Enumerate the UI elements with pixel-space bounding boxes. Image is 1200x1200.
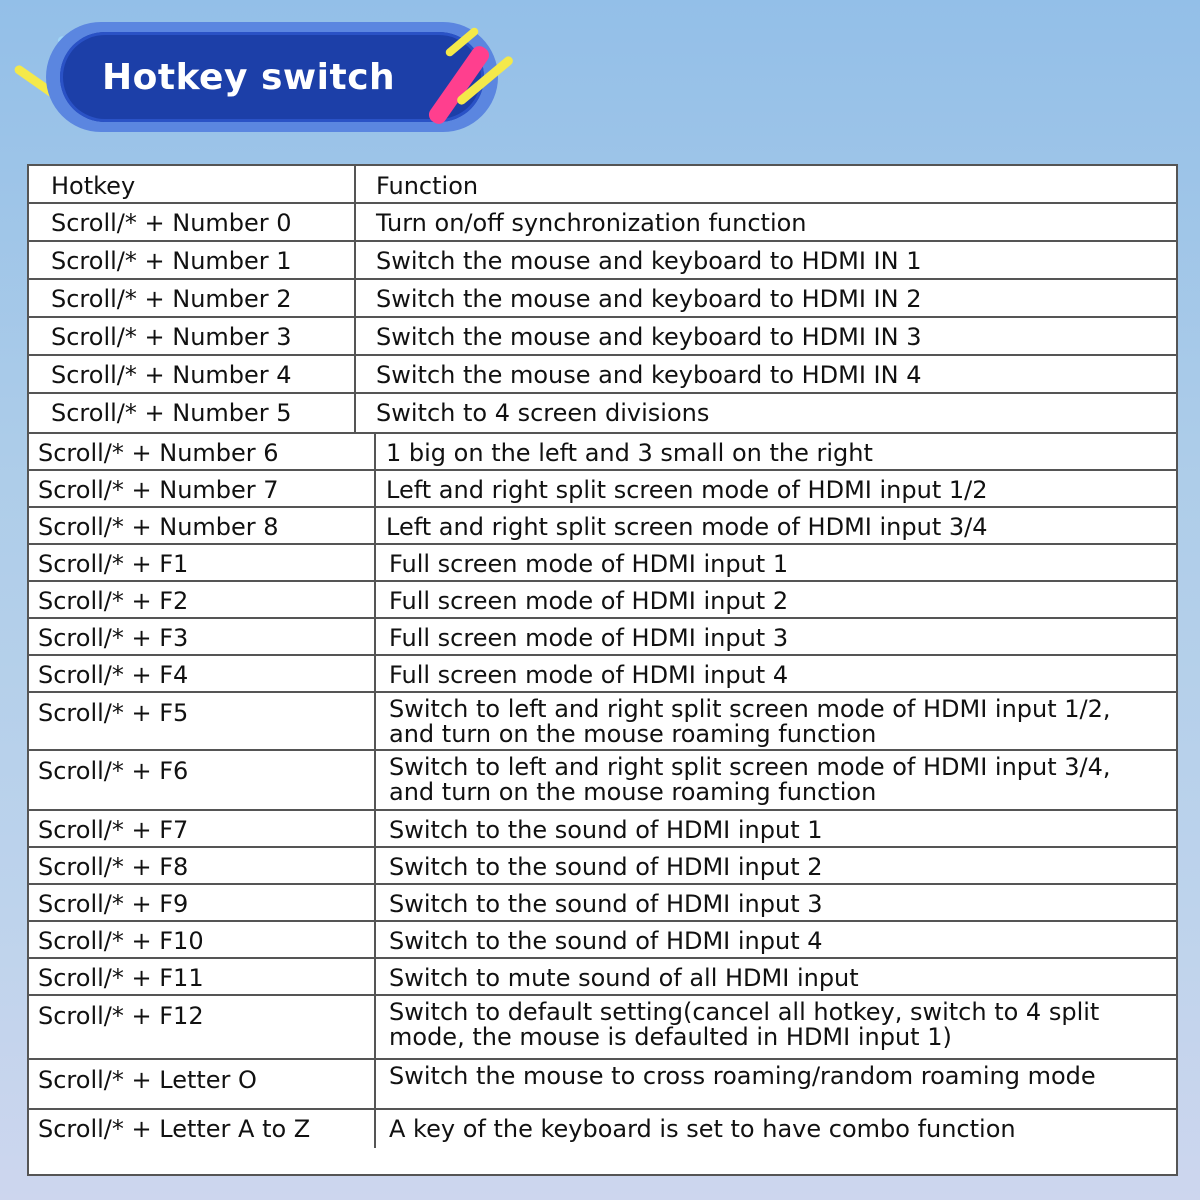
table-row [29, 545, 1176, 582]
hotkey-cell: Scroll/* + Number 6 [29, 434, 376, 469]
function-cell: Switch the mouse and keyboard to HDMI IN 4 [376, 361, 922, 389]
function-cell: Switch to the sound of HDMI input 4 [389, 927, 823, 955]
function-cell: Switch to the sound of HDMI input 2 [389, 853, 823, 881]
hotkey-cell: Scroll/* + Number 2 [29, 280, 356, 316]
hotkey-cell: Scroll/* + F1 [29, 545, 376, 580]
function-cell: Switch to default setting(cancel all hotkey, switch to 4 split mode, the mouse is defaulted in HDMI input 1) [389, 998, 1100, 1051]
function-cell: Full screen mode of HDMI input 4 [389, 661, 789, 689]
function-cell: Switch to 4 screen divisions [376, 399, 710, 427]
table-header-row [29, 166, 1176, 204]
hotkey-cell: Scroll/* + Number 1 [29, 242, 356, 278]
page-title: Hotkey switch [102, 57, 396, 98]
table-row [29, 204, 1176, 242]
function-cell: Switch to the sound of HDMI input 3 [389, 890, 823, 918]
table-row [29, 1110, 1176, 1148]
hotkey-cell: Scroll/* + F8 [29, 848, 376, 883]
table-row [29, 508, 1176, 545]
hotkey-cell: Scroll/* + F6 [29, 751, 376, 809]
hotkey-cell: Scroll/* + F7 [29, 811, 376, 846]
table-row [29, 959, 1176, 996]
function-cell: Switch the mouse and keyboard to HDMI IN 1 [376, 247, 922, 275]
hotkey-cell: Scroll/* + F9 [29, 885, 376, 920]
header-function: Function [376, 172, 479, 200]
table-row [29, 471, 1176, 508]
hotkey-cell: Scroll/* + Number 5 [29, 394, 356, 432]
hotkey-cell: Scroll/* + F10 [29, 922, 376, 957]
function-cell: Full screen mode of HDMI input 2 [389, 587, 789, 615]
table-row [29, 318, 1176, 356]
hotkey-table [27, 164, 1178, 1176]
hotkey-cell: Scroll/* + F2 [29, 582, 376, 617]
hotkey-cell: Scroll/* + F3 [29, 619, 376, 654]
hotkey-cell: Scroll/* + F5 [29, 693, 376, 749]
table-row [29, 434, 1176, 471]
function-cell: Turn on/off synchronization function [376, 209, 807, 237]
function-cell: Left and right split screen mode of HDMI input 1/2 [386, 476, 988, 504]
table-row [29, 811, 1176, 848]
function-cell: Switch the mouse and keyboard to HDMI IN 3 [376, 323, 922, 351]
function-cell: A key of the keyboard is set to have combo function [389, 1115, 1016, 1143]
header-hotkey: Hotkey [29, 166, 356, 202]
table-row [29, 1060, 1176, 1110]
table-row [29, 656, 1176, 693]
hotkey-cell: Scroll/* + F4 [29, 656, 376, 691]
table-row [29, 280, 1176, 318]
table-row [29, 751, 1176, 811]
function-cell: Full screen mode of HDMI input 1 [389, 550, 789, 578]
hotkey-cell: Scroll/* + F12 [29, 996, 376, 1058]
hotkey-cell: Scroll/* + Letter O [29, 1060, 376, 1108]
table-row [29, 922, 1176, 959]
table-row [29, 693, 1176, 751]
function-cell: 1 big on the left and 3 small on the right [386, 439, 873, 467]
hotkey-cell: Scroll/* + Letter A to Z [29, 1110, 376, 1148]
hotkey-cell: Scroll/* + Number 8 [29, 508, 376, 543]
hotkey-cell: Scroll/* + Number 3 [29, 318, 356, 354]
table-row [29, 848, 1176, 885]
hotkey-cell: Scroll/* + Number 4 [29, 356, 356, 392]
function-cell: Switch to mute sound of all HDMI input [389, 964, 859, 992]
hotkey-cell: Scroll/* + Number 7 [29, 471, 376, 506]
hotkey-cell: Scroll/* + F11 [29, 959, 376, 994]
function-cell: Switch the mouse and keyboard to HDMI IN 2 [376, 285, 922, 313]
table-row [29, 996, 1176, 1060]
table-row [29, 582, 1176, 619]
function-cell: Full screen mode of HDMI input 3 [389, 624, 789, 652]
function-cell: Switch to left and right split screen mode of HDMI input 1/2, and turn on the mouse roaming function [389, 695, 1111, 748]
table-row [29, 356, 1176, 394]
function-cell: Switch to left and right split screen mode of HDMI input 3/4, and turn on the mouse roaming function [389, 753, 1111, 806]
hotkey-cell: Scroll/* + Number 0 [29, 204, 356, 240]
table-row [29, 394, 1176, 434]
table-row [29, 619, 1176, 656]
function-cell: Switch the mouse to cross roaming/random roaming mode [389, 1062, 1096, 1090]
table-row [29, 885, 1176, 922]
table-row [29, 242, 1176, 280]
function-cell: Left and right split screen mode of HDMI input 3/4 [386, 513, 988, 541]
function-cell: Switch to the sound of HDMI input 1 [389, 816, 823, 844]
title-badge [10, 18, 510, 138]
